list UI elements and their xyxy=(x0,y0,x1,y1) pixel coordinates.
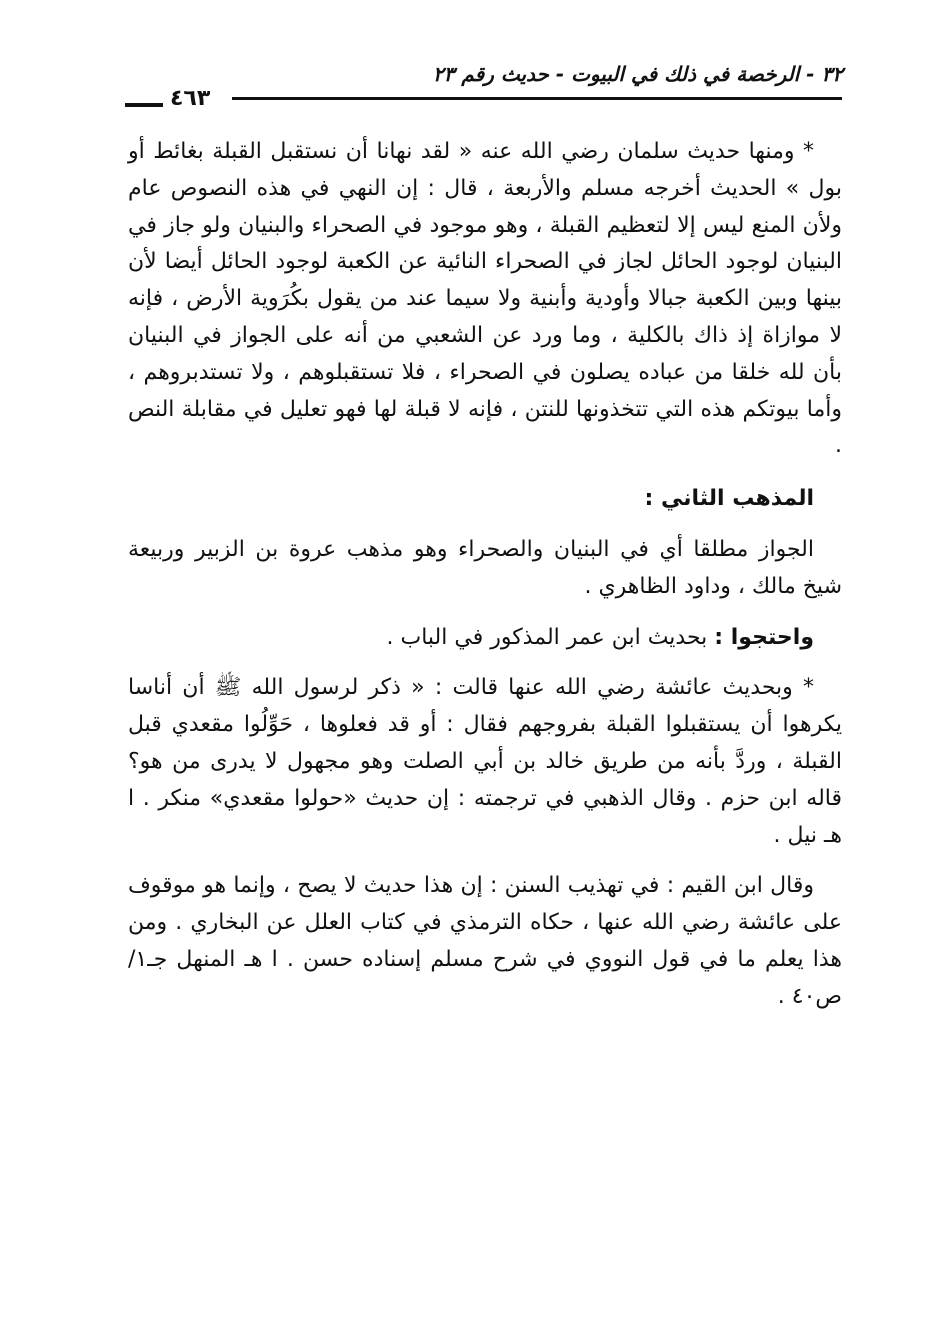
paragraph-permissibility: الجواز مطلقا أي في البنيان والصحراء وهو مذهب عروة بن الزبير وربيعة شيخ مالك ، وداود الظاهري . xyxy=(128,536,842,599)
page-number: ٤٦٣ xyxy=(170,86,211,111)
page-number-rule xyxy=(125,103,163,107)
section-heading: المذهب الثاني : xyxy=(644,486,814,512)
running-header-title: ٣٢ - الرخصة في ذلك في البيوت - حديث رقم ٢٣ xyxy=(432,62,843,86)
paragraph-evidence xyxy=(128,620,842,657)
evidence-text: بحديث ابن عمر المذكور في الباب . xyxy=(386,624,715,650)
body-text xyxy=(128,134,842,1016)
paragraph-salman-hadith: * ومنها حديث سلمان رضي الله عنه « لقد نهانا أن نستقبل القبلة بغائط أو بول » الحديث أخرجه مسلم والأربعة ، قال : إن النهي في هذه النصوص عام ولأن المنع ليس إلا لتعظيم القبلة ، وهو موجود في الصحراء والبنيان ولو جاز في البنيان لوجود الحائل لجاز في الصحراء النائية عن الكعبة لوجود الحائل أيضا لأن بينها وبين الكعبة جبالا وأودية وأبنية ولا سيما عند من يقول بكُرَوية الأرض ، فإنه لا موازاة إذ ذاك بالكلية ، وما ورد عن الشعبي من أنه على الجواز في البنيان بأن لله خلقا من عباده يصلون في الصحراء ، فلا تستقبلوهم ، ولا تستدبروهم ، وأما بيوتكم هذه التي تتخذونها للنتن ، فإنه لا قبلة لها فهو تعليل في مقابلة النص . xyxy=(128,139,842,459)
paragraph-ibn-qayyim: وقال ابن القيم : في تهذيب السنن : إن هذا حديث لا يصح ، وإنما هو موقوف على عائشة رضي الله عنها ، حكاه الترمذي في كتاب العلل عن البخاري . ومن هذا يعلم ما في قول النووي في شرح مسلم إسناده حسن . ا هـ المنهل جـ١/ ص٤٠ . xyxy=(128,873,842,1009)
header-rule xyxy=(232,97,842,100)
paragraph-aisha-hadith: * وبحديث عائشة رضي الله عنها قالت : « ذكر لرسول الله ﷺ أن أناسا يكرهوا أن يستقبلوا القبلة بفروجهم فقال : أو قد فعلوها ، حَوِّلُوا مقعدي قبل القبلة ، وردَّ بأنه من طريق خالد بن أبي الصلت وهو مجهول لا يدرى من هو؟ قاله ابن حزم . وقال الذهبي في ترجمته : إن حديث «حولوا مقعدي» منكر . ا هـ نيل . xyxy=(128,675,842,848)
evidence-label: واحتجوا : xyxy=(714,624,814,650)
